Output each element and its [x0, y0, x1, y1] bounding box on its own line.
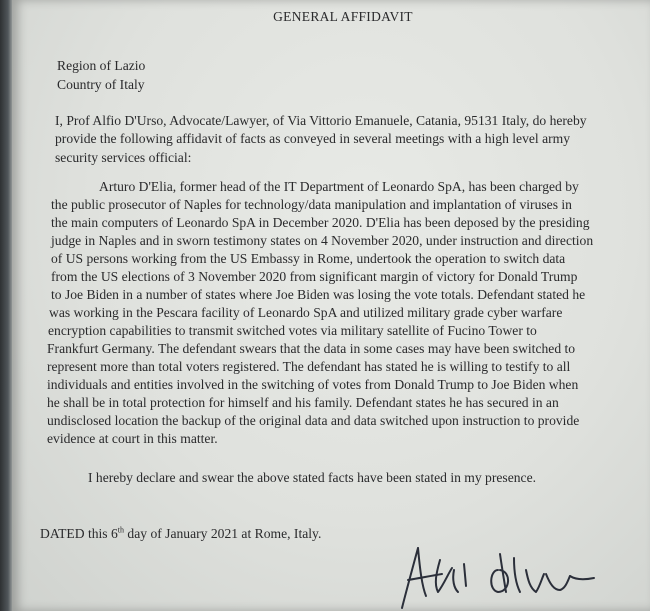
intro-line: I, Prof Alfio D'Urso, Advocate/Lawyer, of Via Vittorio Emanuele, Catania, 95131 Italy, do hereby: [55, 113, 587, 128]
declaration-line: I hereby declare and swear the above stated facts have been stated in my presence.: [88, 470, 537, 485]
body-line: from the US elections of 3 November 2020 from significant margin of victory for Donald Trump: [51, 269, 578, 284]
dated-ordinal: th: [117, 525, 125, 535]
body-line: to Joe Biden in a number of states where Joe Biden was losing the vote totals. Defendant stated he: [51, 287, 586, 302]
body-line: undisclosed location the backup of the original data and data switched upon instruction to provide: [47, 413, 580, 428]
intro-line: security services official:: [55, 150, 192, 165]
body-line: encryption capabilities to transmit switched votes via military satellite of Fucino Tower to: [48, 323, 537, 338]
body-line: judge in Naples and in sworn testimony states on 4 November 2020, under instruction and direction: [51, 233, 594, 248]
dated-prefix: DATED this 6: [40, 526, 118, 541]
body-line: evidence at court in this matter.: [47, 431, 218, 446]
body-line: represent more than total voters registered. The defendant has stated he is willing to testify to all: [47, 359, 571, 374]
signature-scribble: [400, 540, 600, 611]
country-line: Country of Italy: [57, 77, 145, 92]
body-line: Frankfurt Germany. The defendant swears that the data in some cases may have been switched to: [47, 341, 576, 356]
intro-line: provide the following affidavit of facts as conveyed in several meetings with a high level army: [55, 131, 571, 146]
body-line: he shall be in total protection for himself and his family. Defendant states he has secured in an: [47, 395, 559, 410]
dated-suffix: day of January 2021 at Rome, Italy.: [124, 526, 322, 541]
body-line: the public prosecutor of Naples for technology/data manipulation and implantation of viruses in: [51, 197, 572, 212]
region-line: Region of Lazio: [57, 58, 146, 73]
body-line: of US persons working from the US Embassy in Rome, undertook the operation to switch data: [51, 251, 566, 266]
body-line: was working in the Pescara facility of Leonardo SpA and utilized military grade cyber warfare: [49, 305, 563, 320]
dated-line: [40, 527, 321, 541]
document-title: GENERAL AFFIDAVIT: [273, 9, 413, 24]
body-line: individuals and entities involved in the switching of votes from Donald Trump to Joe Biden when: [47, 377, 579, 392]
body-line: Arturo D'Elia, former head of the IT Department of Leonardo SpA, has been charged by: [99, 179, 579, 194]
body-line: the main computers of Leonardo SpA in December 2020. D'Elia has been deposed by the presiding: [51, 215, 590, 230]
